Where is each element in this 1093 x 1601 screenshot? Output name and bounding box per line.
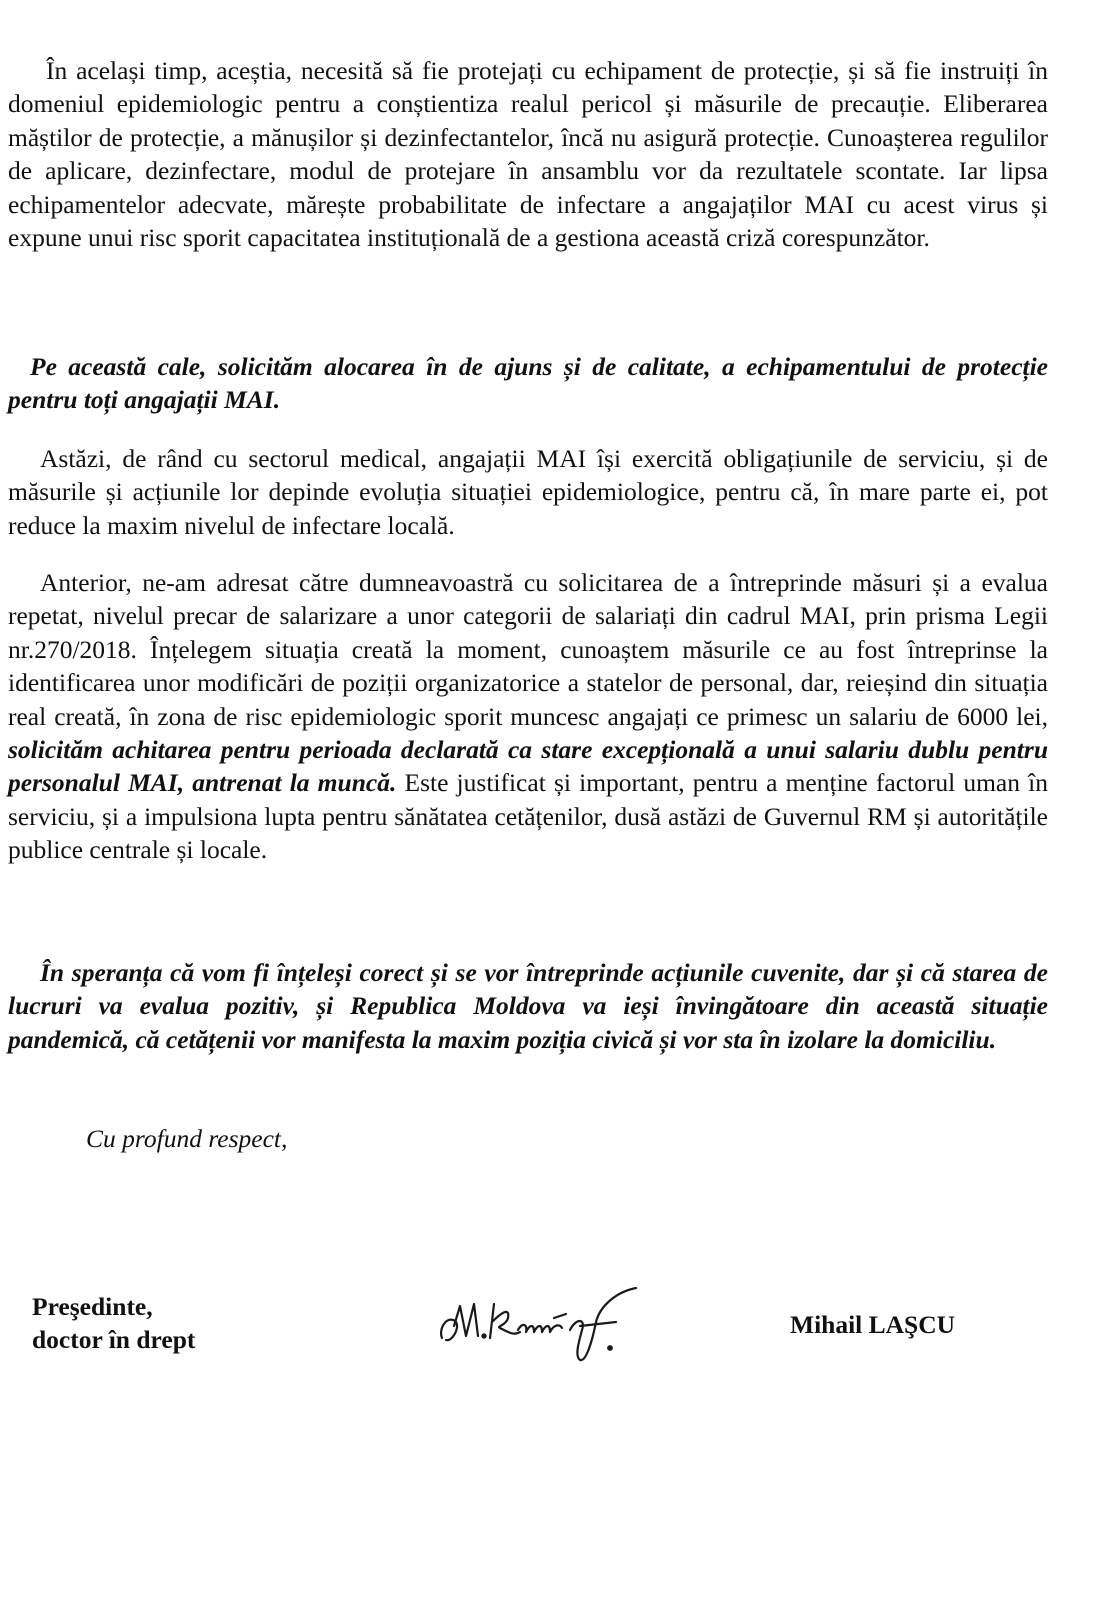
signatory-title-line-1: Preşedinte, xyxy=(32,1292,153,1321)
signatory-title-line-2: doctor în drept xyxy=(32,1325,196,1354)
paragraph-protection-equipment: În același timp, aceștia, necesită să fie protejați cu echipament de protecție, și să fie instruiți în domeniul epidemiologic pentru a conștientiza realul pericol și măsurile de precauție. Eliberarea măștilor de protecție, a mănușilor și dezinfectantelor, încă nu asigură protecție. Cunoașterea regulilor de aplicare, dezinfectare, modul de protejare în ansamblu vor da rezultatele scontate. Iar lipsa echipamentelor adecvate, mărește probabilitate de infectare a angajaților MAI cu acest virus și expune unui risc sporit capacitatea instituțională de a gestiona această criză corespunzător. xyxy=(8,56,1048,253)
salary-request-emphasis: solicităm achitarea pentru perioada declarată ca stare excepțională a unui salariu dublu pentru personalul MAI, antrenat la muncă. xyxy=(8,735,1048,798)
signatory-title xyxy=(32,1290,195,1356)
paragraph-salary-request xyxy=(8,566,1048,867)
signatory-name: Mihail LAŞCU xyxy=(790,1310,956,1339)
handwritten-signature xyxy=(430,1278,650,1368)
paragraph-hope: În speranța că vom fi înțeleși corect și se vor întreprinde acțiunile cuvenite, dar și că starea de lucruri va evalua pozitiv, și Republica Moldova va ieși învingătoare din această situație pandemică, că cetățenii vor manifesta la maxim poziția civică și vor sta în izolare la domiciliu. xyxy=(8,958,1048,1054)
paragraph-equipment-request: Pe această cale, solicităm alocarea în de ajuns și de calitate, a echipamentului de protecție pentru toți angajații MAI. xyxy=(8,352,1048,415)
paragraph-medical-sector: Astăzi, de rând cu sectorul medical, angajații MAI își exercită obligațiunile de serviciu, și de măsurile și acțiunile lor depinde evoluția situației epidemiologice, pentru că, în mare parte ei, pot reduce la maxim nivelul de infectare locală. xyxy=(8,444,1048,540)
salary-request-text-start: Anterior, ne-am adresat către dumneavoastră cu solicitarea de a întreprinde măsuri și a evalua repetat, nivelul precar de salarizare a unor categorii de salariați din cadrul MAI, prin prisma Legii nr.270/2018. Înțelegem situația creată la moment, cunoaștem măsurile ce au fost întreprinse la identificarea unor modificări de poziții organizatorice a statelor de personal, dar, reieșind din situația real creată, în zona de risc epidemiologic sporit muncesc angajați ce primesc un salariu de 6000 lei, xyxy=(8,568,1048,731)
closing-salutation: Cu profund respect, xyxy=(86,1124,288,1153)
salary-request-text-end: Este justificat și important, pentru a menține factorul uman în serviciu, și a impulsiona lupta pentru sănătatea cetățenilor, dusă astăzi de Guvernul RM și autoritățile publice centrale și locale. xyxy=(8,768,1048,865)
